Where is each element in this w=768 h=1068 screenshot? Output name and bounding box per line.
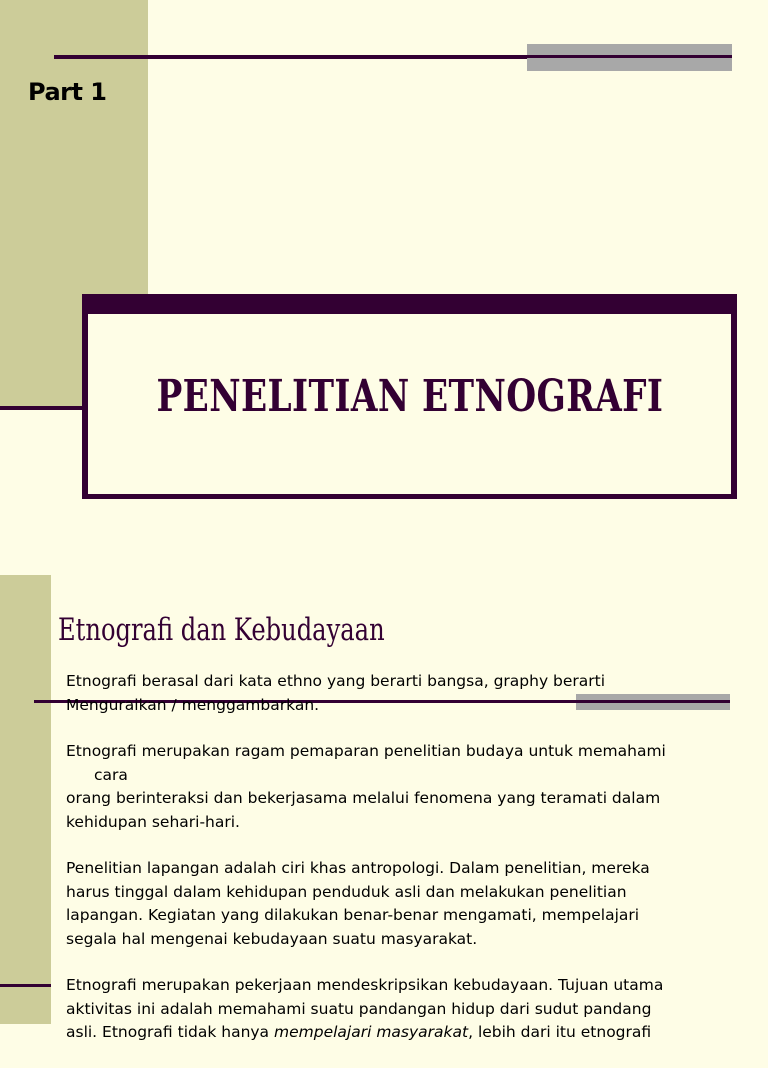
- slide-heading: Etnografi dan Kebudayaan: [58, 612, 385, 648]
- text-line: Etnografi merupakan ragam pemaparan penelitian budaya untuk memahami: [66, 742, 666, 760]
- slide-title: PENELITIAN ETNOGRAFI: [156, 370, 663, 422]
- text-line: harus tinggal dalam kehidupan penduduk asli dan melakukan penelitian: [66, 882, 627, 901]
- top-accent-line: [527, 55, 732, 58]
- side-rule: [0, 406, 84, 410]
- side-band: [0, 575, 51, 1024]
- italic-phrase: mempelajari masyarakat: [274, 1023, 469, 1041]
- text-line: cara: [94, 765, 128, 784]
- title-box: [88, 314, 731, 494]
- text-run: , lebih dari itu etnografi: [468, 1023, 652, 1041]
- paragraph: [66, 974, 756, 1045]
- text-line: aktivitas ini adalah memahami suatu pandangan hidup dari sudut pandang: [66, 999, 652, 1018]
- text-line: orang berinteraksi dan bekerjasama melalui fenomena yang teramati dalam: [66, 789, 661, 807]
- text-line: lapangan. Kegiatan yang dilakukan benar-benar mengamati, mempelajari: [66, 906, 640, 924]
- text-line: segala hal mengenai kebudayaan suatu masyarakat.: [66, 929, 478, 948]
- top-rule: [54, 55, 530, 59]
- text-line: [66, 1023, 651, 1041]
- slide-2: [0, 575, 768, 1041]
- body-text: [66, 670, 756, 1068]
- paragraph: [66, 740, 756, 834]
- bottom-rule: [0, 984, 51, 987]
- title-frame: [82, 294, 737, 499]
- text-line: Etnografi berasal dari kata ethno yang berarti bangsa, graphy berarti: [66, 672, 606, 690]
- paragraph: [66, 857, 756, 951]
- text-line: Menguraikan / menggambarkan.: [66, 695, 320, 714]
- text-line: kehidupan sehari-hari.: [66, 812, 240, 831]
- text-run: asli. Etnografi tidak hanya: [66, 1023, 274, 1041]
- text-line: Etnografi merupakan pekerjaan mendeskripsikan kebudayaan. Tujuan utama: [66, 976, 664, 994]
- part-label: Part 1: [28, 78, 107, 106]
- paragraph: [66, 670, 756, 717]
- top-accent-bar: [527, 44, 732, 71]
- text-line: Penelitian lapangan adalah ciri khas antropologi. Dalam penelitian, mereka: [66, 859, 650, 877]
